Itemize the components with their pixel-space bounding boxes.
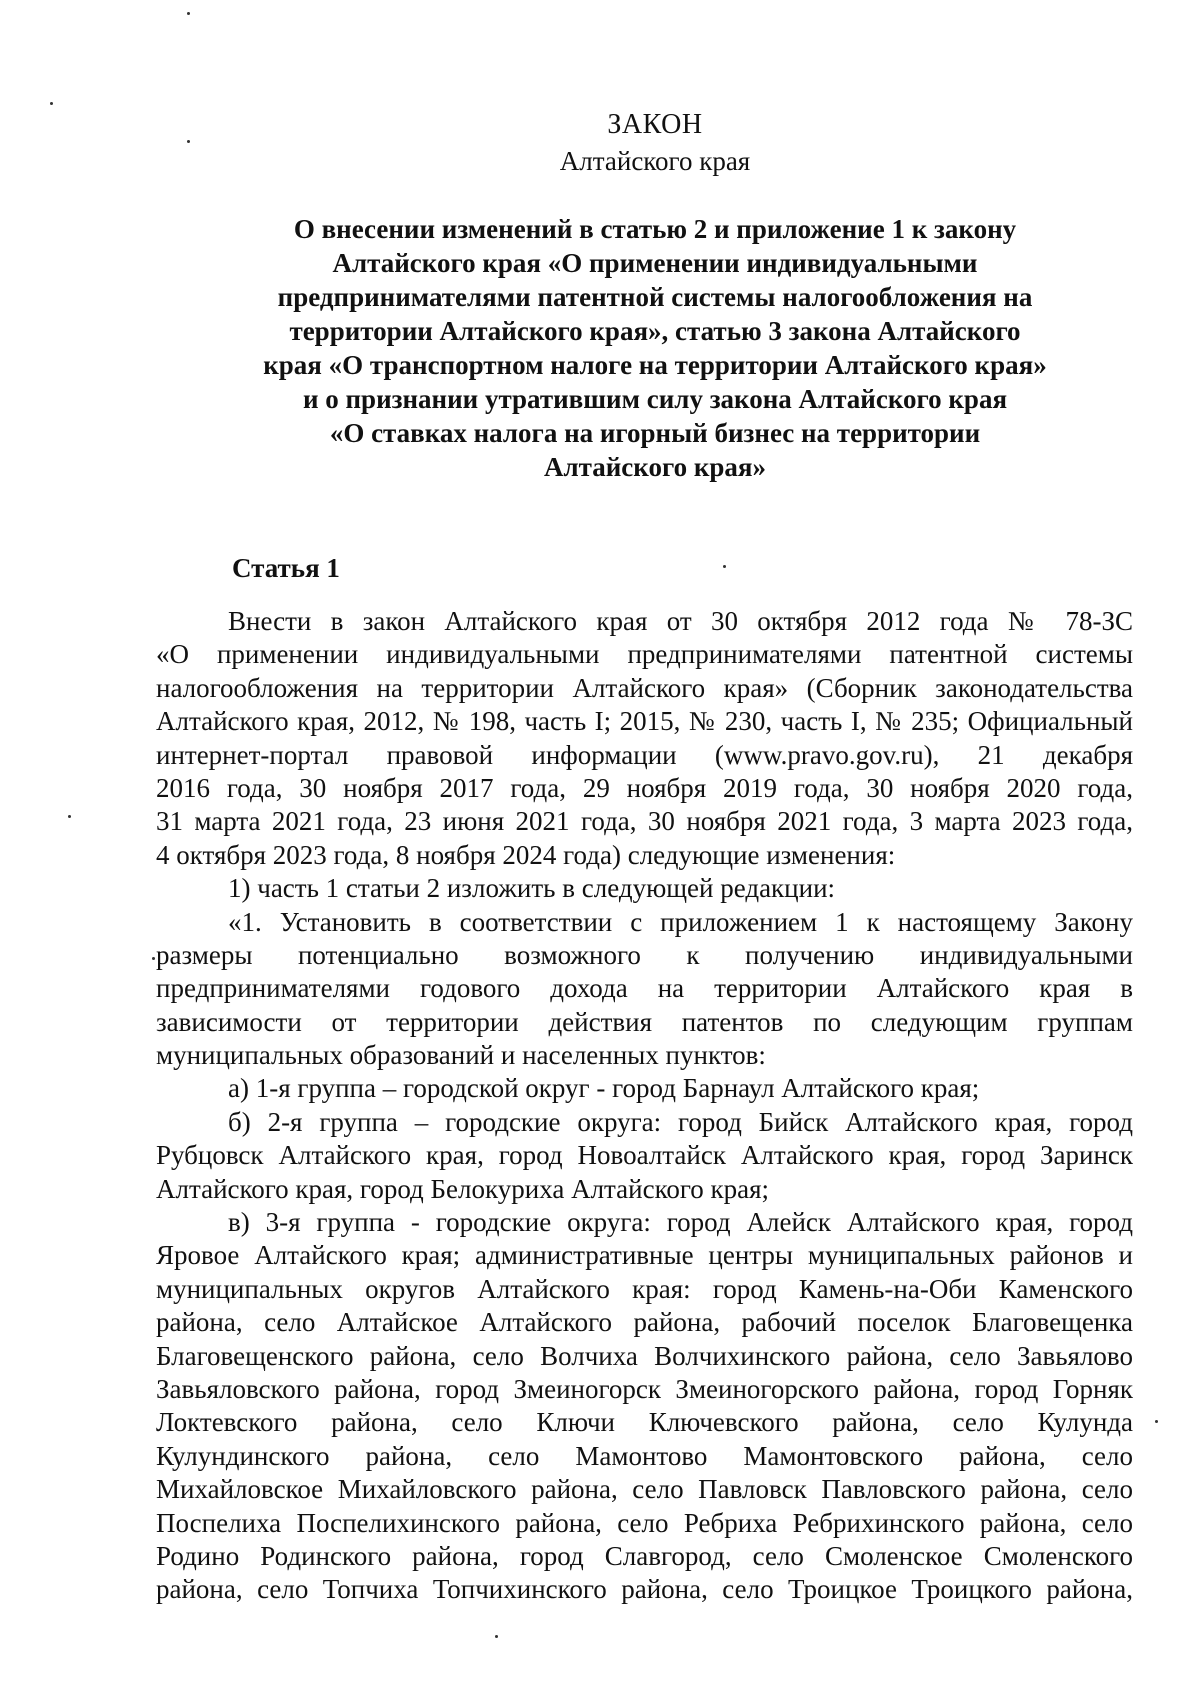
body-line: муниципальных образований и населенных пунктов:: [156, 1040, 766, 1071]
heading-line: территории Алтайского края», статью 3 закона Алтайского: [289, 316, 1021, 346]
body-line: Родино Родинского района, город Славгород, село Смоленское Смоленского: [156, 1540, 1133, 1571]
body-line: Михайловское Михайловского района, село Павловск Павловского района, село: [156, 1474, 1133, 1505]
body-line: Благовещенского района, село Волчиха Волчихинского района, село Завьялово: [156, 1340, 1133, 1371]
scan-speck: [50, 102, 53, 105]
scan-speck: [187, 12, 190, 15]
body-line: Локтевского района, село Ключи Ключевского района, село Кулунда: [156, 1407, 1133, 1438]
body-line: а) 1-я группа – городской округ - город Барнаул Алтайского края;: [228, 1073, 980, 1104]
heading-line: Алтайского края»: [544, 452, 766, 482]
body-line: предпринимателями годового дохода на территории Алтайского края в: [156, 973, 1133, 1004]
body-line: Алтайского края, город Белокуриха Алтайского края;: [156, 1173, 770, 1204]
heading-line: «О ставках налога на игорный бизнес на территории: [329, 418, 981, 448]
body-line: Кулундинского района, село Мамонтово Мамонтовского района, село: [156, 1440, 1133, 1471]
scan-speck: [152, 957, 155, 960]
scan-speck: [723, 565, 726, 568]
body-line: Завьяловского района, город Змеиногорск Змеиногорского района, город Горняк: [156, 1373, 1133, 1404]
body-line: размеры потенциально возможного к получению индивидуальными: [156, 939, 1133, 970]
body-line: интернет-портал правовой информации (www.pravo.gov.ru), 21 декабря: [156, 739, 1133, 770]
article-title: Статья 1: [232, 553, 340, 583]
body-line: «О применении индивидуальными предпринимателями патентной системы: [156, 639, 1133, 670]
body-line: 2016 года, 30 ноября 2017 года, 29 ноября 2019 года, 30 ноября 2020 года,: [156, 772, 1133, 803]
body-line: Поспелиха Поспелихинского района, село Ребриха Ребрихинского района, село: [156, 1507, 1133, 1538]
body-line: «1. Установить в соответствии с приложением 1 к настоящему Закону: [228, 906, 1133, 937]
body-line: Алтайского края, 2012, № 198, часть I; 2015, № 230, часть I, № 235; Официальный: [156, 706, 1133, 737]
body-line: муниципальных округов Алтайского края: город Камень-на-Оби Каменского: [156, 1273, 1133, 1304]
body-line: 1) часть 1 статьи 2 изложить в следующей редакции:: [228, 873, 836, 904]
body-line: 31 марта 2021 года, 23 июня 2021 года, 30 ноября 2021 года, 3 марта 2023 года,: [156, 806, 1133, 837]
article-body: [156, 605, 1133, 1607]
heading-line: края «О транспортном налоге на территории Алтайского края»: [263, 350, 1047, 380]
law-heading: [230, 212, 1080, 484]
scan-speck: [187, 140, 190, 143]
heading-line: и о признании утратившим силу закона Алтайского края: [302, 384, 1008, 414]
body-line: Яровое Алтайского края; административные центры муниципальных районов и: [156, 1240, 1133, 1271]
body-line: Рубцовск Алтайского края, город Новоалтайск Алтайского края, город Заринск: [156, 1140, 1133, 1171]
body-line: б) 2-я группа – городские округа: город Бийск Алтайского края, город: [228, 1106, 1133, 1137]
body-line: района, село Топчиха Топчихинского района, село Троицкое Троицкого района,: [156, 1574, 1133, 1605]
law-region: Алтайского края: [559, 146, 751, 176]
body-line: налогообложения на территории Алтайского края» (Сборник законодательства: [156, 672, 1133, 703]
scan-speck: [1155, 1420, 1158, 1423]
scan-speck: [68, 815, 71, 818]
heading-line: предпринимателями патентной системы налогообложения на: [277, 282, 1033, 312]
body-line: зависимости от территории действия патентов по следующим группам: [156, 1006, 1133, 1037]
body-line: района, село Алтайское Алтайского района, рабочий поселок Благовещенка: [156, 1307, 1133, 1338]
body-line: Внести в закон Алтайского края от 30 октября 2012 года № 78-ЗС: [228, 606, 1133, 636]
heading-line: О внесении изменений в статью 2 и приложение 1 к закону: [293, 214, 1017, 244]
heading-line: Алтайского края «О применении индивидуальными: [332, 248, 978, 278]
body-line: 4 октября 2023 года, 8 ноября 2024 года) следующие изменения:: [156, 839, 896, 870]
body-line: в) 3-я группа - городские округа: город Алейск Алтайского края, город: [228, 1207, 1133, 1238]
law-title: ЗАКОН: [607, 109, 703, 140]
scan-speck: [495, 1635, 498, 1638]
